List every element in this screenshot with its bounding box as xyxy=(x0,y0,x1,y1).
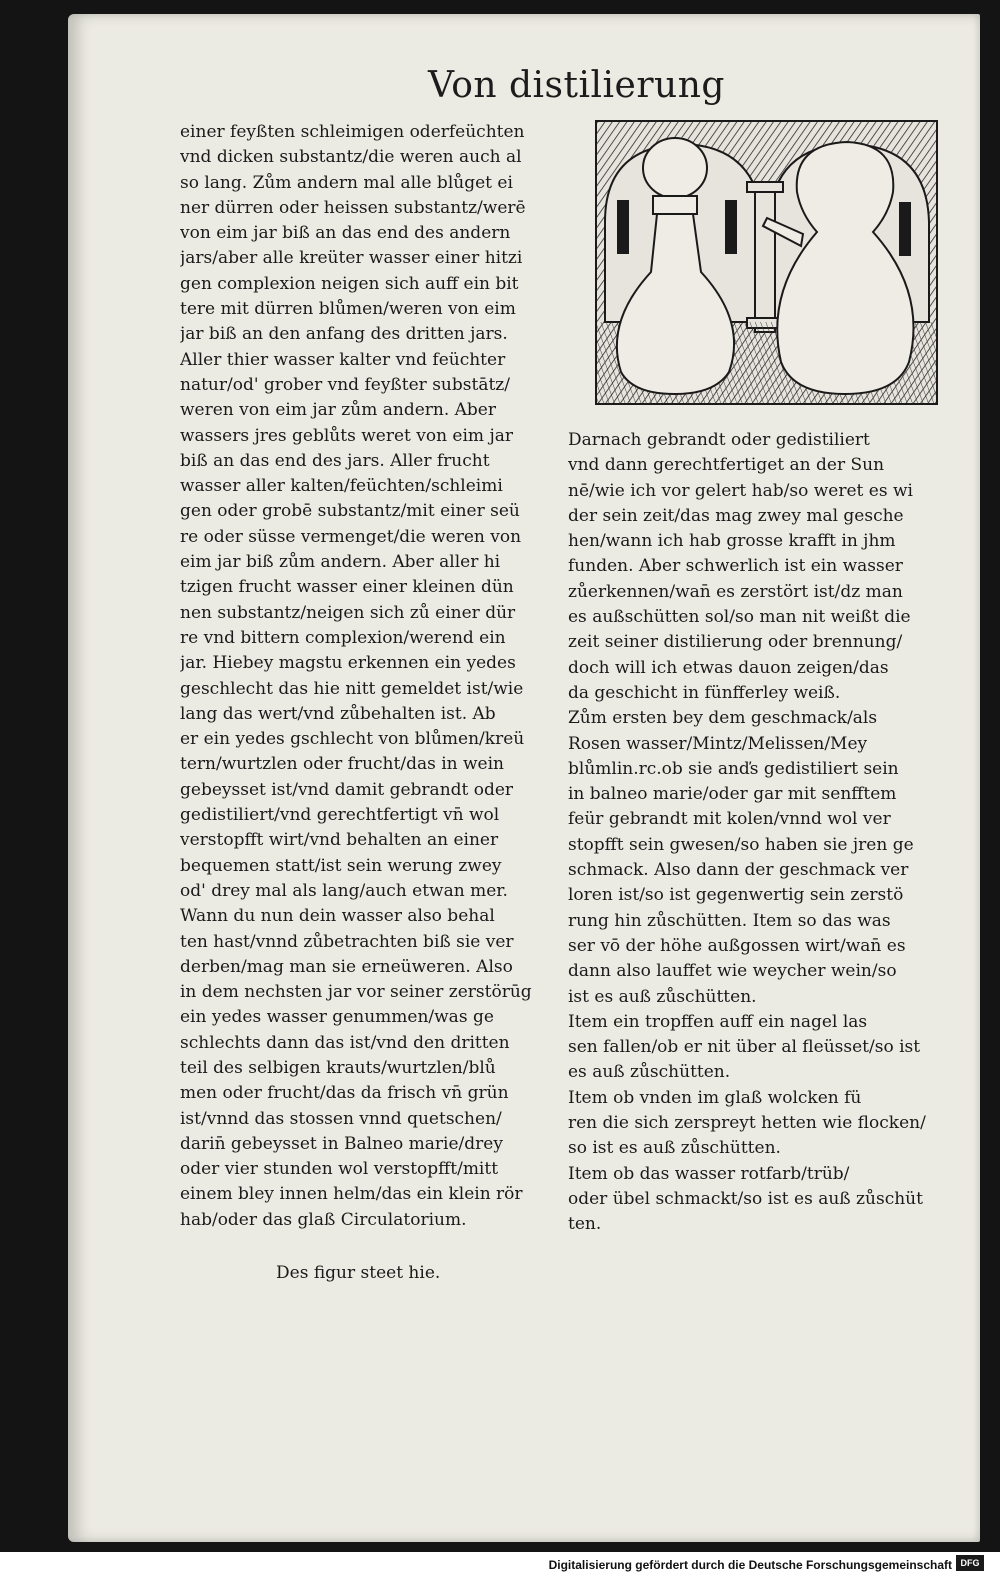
text-line: in dem nechsten jar vor seiner zerstörūg xyxy=(180,982,532,1003)
text-line: hen/wann ich hab grosse krafft in jhm xyxy=(568,531,896,552)
text-line: feür gebrandt mit kolen/vnnd wol ver xyxy=(568,809,891,830)
text-line: Zům ersten bey dem geschmack/als xyxy=(568,708,878,729)
text-line: re vnd bittern complexion/werend ein xyxy=(180,627,506,648)
text-line: nē/wie ich vor gelert hab/so weret es wi xyxy=(568,480,913,501)
text-line: stopfft sein gwesen/so haben sie jren ge xyxy=(568,834,914,855)
text-line: Darnach gebrandt oder gedistiliert xyxy=(568,430,870,450)
text-line: ein yedes wasser genummen/was ge xyxy=(180,1007,494,1028)
text-line: Item ob das wasser rotfarb/trüb/ xyxy=(568,1163,850,1184)
text-line: men oder frucht/das da frisch vn̄ grün xyxy=(180,1083,509,1104)
text-line: od' drey mal als lang/auch etwan mer. xyxy=(180,880,508,901)
text-line: bequemen statt/ist sein werung zwey xyxy=(180,855,502,876)
text-line: jar. Hiebey magstu erkennen ein yedes xyxy=(180,653,516,674)
text-line: loren ist/so ist gegenwertig sein zerstö xyxy=(568,885,904,906)
text-line: zůerkennen/wan̄ es zerstört ist/dz man xyxy=(568,581,903,602)
text-line: schlechts dann das ist/vnd den dritten xyxy=(180,1032,510,1053)
text-line: jar biß an den anfang des dritten jars. xyxy=(180,324,508,345)
text-line: es auß zůschütten. xyxy=(568,1062,731,1083)
text-line: nen substantz/neigen sich zů einer dür xyxy=(180,602,516,623)
text-line: wasser aller kalten/feüchten/schleimi xyxy=(180,476,503,497)
text-line: darin̄ gebeysset in Balneo marie/drey xyxy=(180,1133,503,1154)
text-line: ten. xyxy=(568,1214,602,1235)
text-line: re oder süsse vermenget/die weren von xyxy=(180,526,522,547)
text-line: biß an das end des jars. Aller frucht xyxy=(180,450,490,471)
text-line: tere mit dürren blůmen/weren von eim xyxy=(180,299,516,320)
text-line: da geschicht in fünfferley weiß. xyxy=(568,682,841,703)
text-line: ser vō der höhe außgossen wirt/wan̄ es xyxy=(568,935,906,956)
text-line: der sein zeit/das mag zwey mal gesche xyxy=(568,505,904,526)
text-line: oder vier stunden wol verstopfft/mitt xyxy=(180,1159,499,1180)
figure-caption: Des figur steet hie. xyxy=(276,1263,441,1283)
text-line: dann also lauffet wie weycher wein/so xyxy=(568,961,897,982)
text-line: teil des selbigen krauts/wurtzlen/blů xyxy=(180,1057,496,1078)
text-line: Rosen wasser/Mintz/Melissen/Mey xyxy=(568,733,868,754)
text-line: einem bley innen helm/das ein klein rör xyxy=(180,1184,523,1205)
text-line: ist es auß zůschütten. xyxy=(568,986,757,1007)
right-text-column xyxy=(568,428,940,1238)
text-line: Item ob vnden im glaß wolcken fü xyxy=(568,1087,862,1108)
text-line: weren von eim jar zům andern. Aber xyxy=(180,400,496,421)
text-line: Item ein tropffen auff ein nagel las xyxy=(568,1011,868,1032)
text-line: ren die sich zerspreyt hetten wie flocken/ xyxy=(568,1113,926,1134)
text-line: jars/aber alle kreüter wasser einer hitzi xyxy=(180,248,523,269)
text-line: natur/od' grober vnd feyßter substātz/ xyxy=(180,374,510,395)
text-line: tern/wurtzlen oder frucht/das in wein xyxy=(180,754,504,775)
text-line: so ist es auß zůschütten. xyxy=(568,1138,781,1159)
text-line: schmack. Also dann der geschmack ver xyxy=(568,860,909,881)
text-line: derben/mag man sie erneüweren. Also xyxy=(180,956,513,977)
left-text-column xyxy=(180,120,552,1233)
text-line: ten hast/vnnd zůbetrachten biß sie ver xyxy=(180,931,514,952)
text-line: so lang. Zům andern mal alle blůget ei xyxy=(180,172,513,193)
text-line: doch will ich etwas dauon zeigen/das xyxy=(568,657,889,678)
text-line: verstopfft wirt/vnd behalten an einer xyxy=(180,830,499,851)
text-line: geschlecht das hie nitt gemeldet ist/wie xyxy=(180,678,524,699)
text-line: funden. Aber schwerlich ist ein wasser xyxy=(568,556,903,577)
text-line: vnd dann gerechtfertiget an der Sun xyxy=(568,455,885,476)
text-line: in balneo marie/oder gar mit senfftem xyxy=(568,784,897,805)
text-line: er ein yedes gschlecht von blůmen/kreü xyxy=(180,729,525,750)
text-line: oder übel schmackt/so ist es auß zůschüt xyxy=(568,1188,923,1209)
text-line: von eim jar biß an das end des andern xyxy=(180,223,511,244)
running-head: Von distilierung xyxy=(428,65,725,106)
text-line: lang das wert/vnd zůbehalten ist. Ab xyxy=(180,703,496,724)
text-line: zeit seiner distilierung oder brennung/ xyxy=(568,632,903,653)
funding-credit: Digitalisierung gefördert durch die Deutsche Forschungsgemeinschaft xyxy=(548,1558,952,1572)
text-line: ist/vnnd das stossen vnnd quetschen/ xyxy=(180,1108,502,1129)
text-line: gen complexion neigen sich auff ein bit xyxy=(180,273,519,294)
text-line: gebeysset ist/vnd damit gebrandt oder xyxy=(180,779,514,800)
text-line: eim jar biß zům andern. Aber aller hi xyxy=(180,552,501,573)
text-line: sen fallen/ob er nit über al fleüsset/so ist xyxy=(568,1037,921,1058)
text-line: gen oder grobē substantz/mit einer seü xyxy=(180,501,520,522)
text-line: tzigen frucht wasser einer kleinen dün xyxy=(180,577,514,598)
text-line: wassers jres geblůts weret von eim jar xyxy=(180,425,513,446)
text-line: Aller thier wasser kalter vnd feüchter xyxy=(180,349,506,370)
text-line: rung hin zůschütten. Item so das was xyxy=(568,910,891,931)
dfg-logo: DFG xyxy=(956,1555,984,1571)
text-line: es außschütten sol/so man nit weißt die xyxy=(568,607,911,628)
text-line: hab/oder das glaß Circulatorium. xyxy=(180,1209,467,1230)
text-line: vnd dicken substantz/die weren auch al xyxy=(180,147,522,168)
text-line: gedistiliert/vnd gerechtfertigt vn̄ wol xyxy=(180,805,500,826)
text-line: einer feyßten schleimigen oderfeüchten xyxy=(180,122,525,142)
distillation-flasks-woodcut-icon xyxy=(595,120,938,405)
text-line: Wann du nun dein wasser also behal xyxy=(180,906,495,927)
text-line: ner dürren oder heissen substantz/werē xyxy=(180,197,526,218)
text-line: blůmlin.rc.ob sie anďs gedistiliert sein xyxy=(568,758,899,779)
